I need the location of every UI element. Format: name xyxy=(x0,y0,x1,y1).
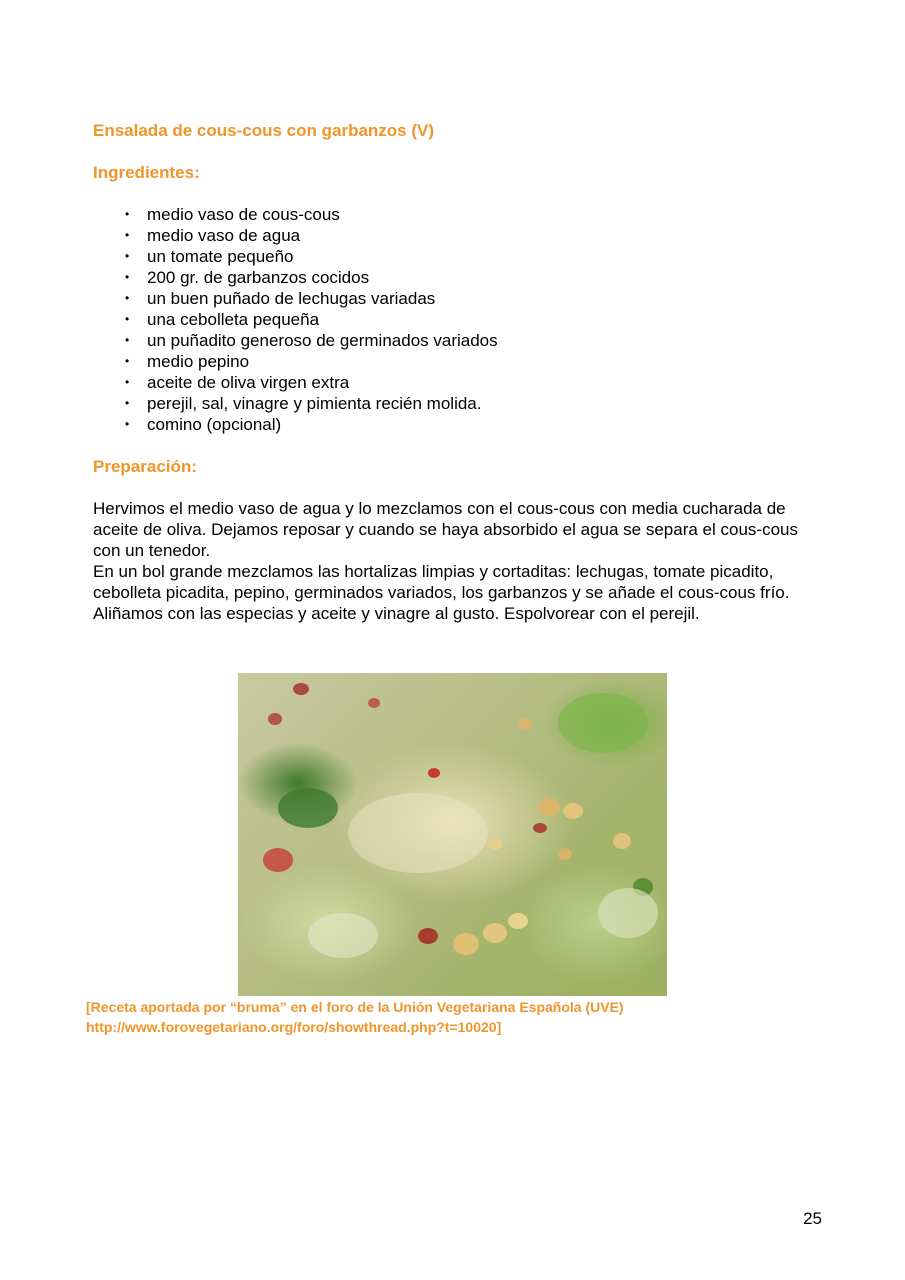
credit-link[interactable]: http://www.forovegetariano.org/foro/showthread.php?t=10020] xyxy=(86,1019,502,1035)
bullet-icon: • xyxy=(125,312,130,326)
bullet-icon: • xyxy=(125,228,130,242)
list-item: • perejil, sal, vinagre y pimienta recién molida. xyxy=(125,394,482,413)
list-item: • 200 gr. de garbanzos cocidos xyxy=(125,268,370,287)
bullet-icon: • xyxy=(125,417,130,431)
recipe-credit xyxy=(86,997,624,1037)
list-item: • medio pepino xyxy=(125,352,250,371)
bullet-icon: • xyxy=(125,249,130,263)
list-item: • aceite de oliva virgen extra xyxy=(125,373,350,392)
preparation-paragraph: En un bol grande mezclamos las hortalizas limpias y cortaditas: lechugas, tomate picadito, cebolleta picadita, pepino, germinados variados, los garbanzos y se añade el cous-cous frío. Aliñamos con las especias y aceite y vinagre al gusto. Espolvorear con el perejil. xyxy=(93,562,790,623)
preparation-heading: Preparación: xyxy=(93,457,197,476)
bullet-icon: • xyxy=(125,333,130,347)
page-number: 25 xyxy=(803,1209,822,1228)
list-item: • una cebolleta pequeña xyxy=(125,310,320,329)
preparation-paragraph: Hervimos el medio vaso de agua y lo mezclamos con el cous-cous con media cucharada de aceite de oliva. Dejamos reposar y cuando se haya absorbido el agua se separa el cous-cous con un tenedor. xyxy=(93,499,798,560)
list-item: • un puñadito generoso de germinados variados xyxy=(125,331,498,350)
credit-text: [Receta aportada por “bruma” en el foro de la Unión Vegetariana Española (UVE) xyxy=(86,999,624,1015)
bullet-icon: • xyxy=(125,375,130,389)
preparation-text xyxy=(93,498,823,624)
bullet-icon: • xyxy=(125,291,130,305)
list-item: • un tomate pequeño xyxy=(125,247,294,266)
recipe-title: Ensalada de cous-cous con garbanzos (V) xyxy=(93,121,435,140)
list-item: • medio vaso de cous-cous xyxy=(125,205,340,224)
salad-photo xyxy=(238,673,667,996)
ingredients-heading: Ingredientes: xyxy=(93,163,200,182)
list-item: • comino (opcional) xyxy=(125,415,282,434)
bullet-icon: • xyxy=(125,270,130,284)
bullet-icon: • xyxy=(125,354,130,368)
ingredients-list xyxy=(93,204,498,435)
bullet-icon: • xyxy=(125,207,130,221)
list-item: • medio vaso de agua xyxy=(125,226,301,245)
list-item: • un buen puñado de lechugas variadas xyxy=(125,289,436,308)
bullet-icon: • xyxy=(125,396,130,410)
